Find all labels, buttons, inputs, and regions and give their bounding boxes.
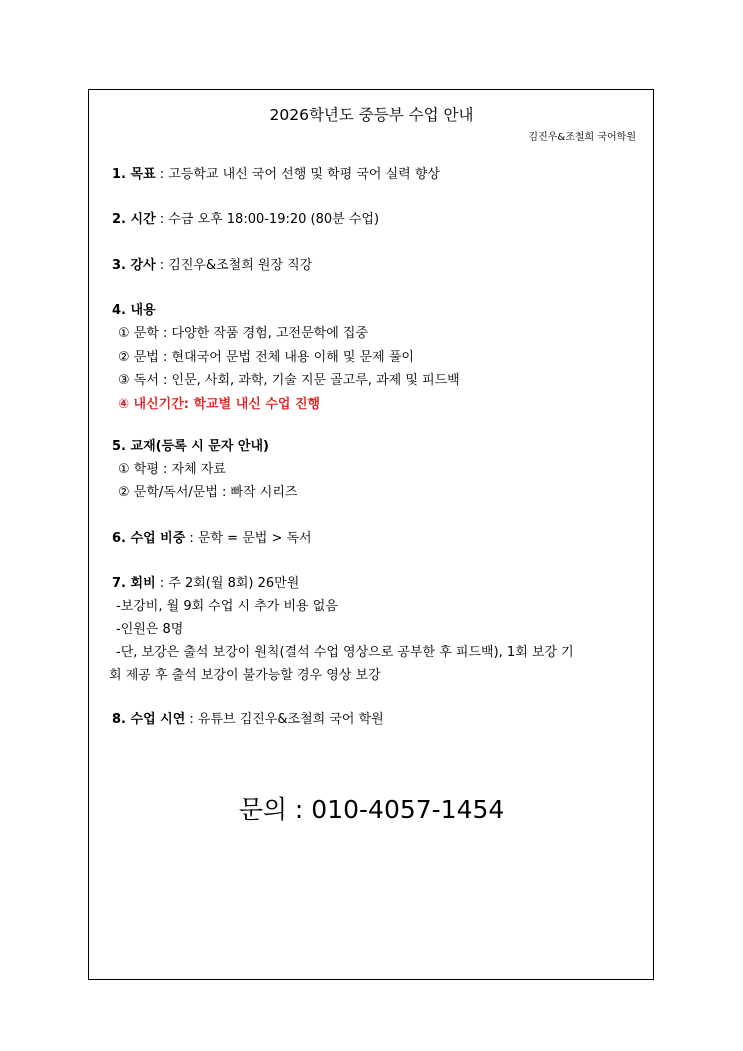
section-teacher-text: : 김진우&조철희 원장 직강 [155, 258, 313, 273]
section-teacher-heading: 3. 강사 [112, 258, 156, 273]
contact-phone: 문의 : 010-4057-1454 [238, 795, 505, 824]
section-goal-heading: 1. 목표 [112, 167, 156, 182]
section-goal-text: : 고등학교 내신 국어 선행 및 학평 국어 실력 향상 [155, 167, 440, 182]
content-item-exam-period: ④ 내신기간: 학교별 내신 수업 진행 [118, 397, 321, 412]
section-ratio [112, 530, 312, 548]
section-fee [112, 575, 299, 593]
section-ratio-text: : 문학 = 문법 > 독서 [185, 531, 312, 546]
textbook-item-mock-exam: ① 학평 : 자체 자료 [118, 462, 226, 477]
content-item-literature: ① 문학 : 다양한 작품 경험, 고전문학에 집중 [118, 326, 369, 341]
organization-name: 김진우&조철희 국어학원 [528, 132, 636, 143]
fee-note-makeup-cost: -보강비, 월 9회 수업 시 추가 비용 없음 [116, 599, 338, 614]
section-teacher [112, 257, 312, 275]
section-demo [112, 711, 384, 729]
section-goal [112, 166, 440, 184]
section-time [112, 211, 379, 229]
content-item-reading: ③ 독서 : 인문, 사회, 과학, 기술 지문 골고루, 과제 및 피드백 [118, 373, 460, 388]
section-ratio-heading: 6. 수업 비중 [112, 531, 186, 546]
fee-note-makeup-policy: -단, 보강은 출석 보강이 원칙(결석 수업 영상으로 공부한 후 피드백), 1회 보강 기 [116, 645, 574, 660]
section-time-heading: 2. 시간 [112, 212, 156, 227]
fee-note-makeup-policy-cont: 회 제공 후 출석 보강이 불가능할 경우 영상 보강 [109, 668, 381, 683]
section-content-heading: 4. 내용 [112, 303, 156, 318]
section-demo-text: : 유튜브 김진우&조철희 국어 학원 [185, 712, 384, 727]
textbook-item-series: ② 문학/독서/문법 : 빠작 시리즈 [118, 485, 298, 500]
content-item-grammar: ② 문법 : 현대국어 문법 전체 내용 이해 및 문제 풀이 [118, 350, 414, 365]
section-time-text: : 수금 오후 18:00-19:20 (80분 수업) [155, 212, 380, 227]
document-title: 2026학년도 중등부 수업 안내 [269, 106, 474, 124]
section-textbook-heading: 5. 교재(등록 시 문자 안내) [112, 439, 269, 454]
fee-note-capacity: -인원은 8명 [116, 622, 184, 637]
section-fee-text: : 주 2회(월 8회) 26만원 [155, 576, 300, 591]
section-demo-heading: 8. 수업 시연 [112, 712, 186, 727]
section-fee-heading: 7. 회비 [112, 576, 156, 591]
